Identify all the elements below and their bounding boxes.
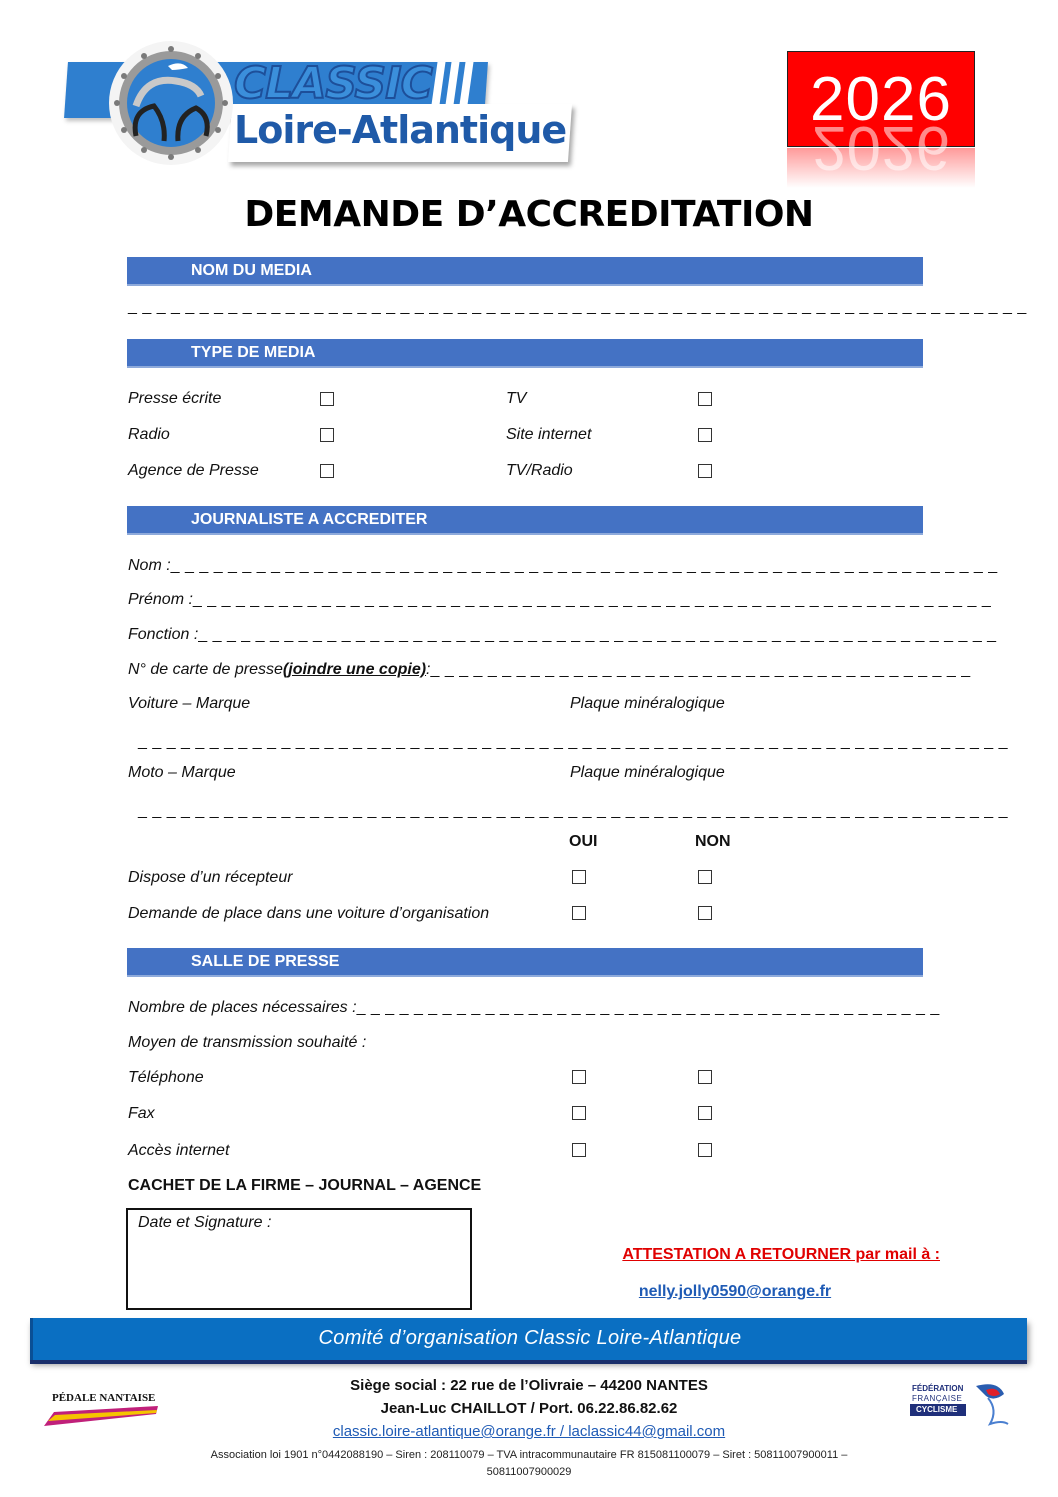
carte-presse-note: (joindre une copie) — [282, 661, 427, 678]
footer-banner-text: Comité d’organisation Classic Loire-Atlantique — [318, 1327, 742, 1349]
logo-text-loire-atlantique: Loire-Atlantique — [234, 108, 567, 152]
prenom-row — [128, 591, 992, 609]
footer-legal-line: Association loi 1901 n°0442088190 – Siren : 208110079 – TVA intracommunautaire FR 815081100079 – Siret : 50811007900011 – — [210, 1449, 848, 1461]
ffc-text-cyclisme: CYCLISME — [910, 1404, 966, 1416]
column-non: NON — [695, 833, 731, 850]
checkbox-acces-internet-oui[interactable] — [572, 1143, 586, 1157]
fonction-row — [128, 626, 997, 644]
checkbox-radio[interactable] — [320, 428, 334, 442]
checkbox-voiture-organisation-non[interactable] — [698, 906, 712, 920]
prenom-label: Prénom : — [128, 591, 193, 608]
places-field[interactable]: _ _ _ _ _ _ _ _ _ _ _ _ _ _ _ _ _ _ _ _ _ _ _ _ _ _ _ _ _ _ _ _ _ _ _ _ _ _ _ _ _ — [356, 999, 940, 1016]
media-type-label: Presse écrite — [128, 390, 222, 407]
section-media-name — [127, 257, 923, 286]
footer-legal-line: 50811007900029 — [486, 1466, 572, 1478]
nom-row — [128, 557, 998, 575]
attestation-notice: ATTESTATION A RETOURNER par mail à : — [622, 1246, 940, 1263]
places-label: Nombre de places nécessaires : — [128, 999, 357, 1016]
checkbox-tv-radio[interactable] — [698, 464, 712, 478]
section-title: SALLE DE PRESSE — [191, 953, 340, 970]
checkbox-acces-internet-non[interactable] — [698, 1143, 712, 1157]
section-press-room — [127, 948, 923, 977]
section-media-type — [127, 339, 923, 368]
transmission-option-label: Fax — [128, 1105, 155, 1122]
logo-stripes — [434, 62, 470, 112]
pedale-nantaise-text: PÉDALE NANTAISE — [52, 1392, 156, 1404]
checkbox-recepteur-non[interactable] — [698, 870, 712, 884]
carte-presse-label: N° de carte de presse — [128, 661, 283, 678]
footer-contact: Jean-Luc CHAILLOT / Port. 06.22.86.82.62 — [380, 1400, 678, 1417]
transmission-option-label: Téléphone — [128, 1069, 204, 1086]
checkbox-telephone-non[interactable] — [698, 1070, 712, 1084]
ffc-swoosh-icon — [968, 1380, 1018, 1430]
checkbox-recepteur-oui[interactable] — [572, 870, 586, 884]
fonction-field[interactable]: _ _ _ _ _ _ _ _ _ _ _ _ _ _ _ _ _ _ _ _ _ _ _ _ _ _ _ _ _ _ _ _ _ _ _ _ _ _ _ _ _ _ _ _ _ _ _ _ _ _ _ _ _ _ _ _ — [198, 626, 997, 643]
media-name-field[interactable]: _ _ _ _ _ _ _ _ _ _ _ _ _ _ _ _ _ _ _ _ _ _ _ _ _ _ _ _ _ _ _ _ _ _ _ _ _ _ _ _ _ _ _ _ _ _ _ _ _ _ _ _ _ _ _ _ _ _ _ _ _ _ _ — [128, 298, 1027, 315]
checkbox-tv[interactable] — [698, 392, 712, 406]
footer-emails-link[interactable]: classic.loire-atlantique@orange.fr / laclassic44@gmail.com — [332, 1423, 726, 1440]
moto-marque-label: Moto – Marque — [128, 764, 236, 781]
return-email-link[interactable]: nelly.jolly0590@orange.fr — [638, 1283, 832, 1300]
voiture-field[interactable]: _ _ _ _ _ _ _ _ _ _ _ _ _ _ _ _ _ _ _ _ _ _ _ _ _ _ _ _ _ _ _ _ _ _ _ _ _ _ _ _ _ _ _ _ _ _ _ _ _ _ _ _ _ _ _ _ _ _ _ _ _ — [138, 733, 1009, 750]
classic-loire-atlantique-logo — [62, 36, 582, 171]
checkbox-agence-de-presse[interactable] — [320, 464, 334, 478]
footer-address: Siège social : 22 rue de l’Olivraie – 44200 NANTES — [350, 1377, 708, 1394]
carte-presse-field[interactable]: _ _ _ _ _ _ _ _ _ _ _ _ _ _ _ _ _ _ _ _ _ _ _ _ _ _ _ _ _ _ _ _ _ _ _ _ _ _ — [430, 661, 971, 678]
question-label: Dispose d’un récepteur — [128, 869, 293, 886]
checkbox-fax-oui[interactable] — [572, 1106, 586, 1120]
checkbox-fax-non[interactable] — [698, 1106, 712, 1120]
checkbox-voiture-organisation-oui[interactable] — [572, 906, 586, 920]
media-type-label: Site internet — [506, 426, 592, 443]
section-journalist — [127, 506, 923, 535]
nom-label: Nom : — [128, 557, 171, 574]
year-reflection-text: 2026 — [812, 113, 950, 182]
column-oui: OUI — [569, 833, 598, 850]
prenom-field[interactable]: _ _ _ _ _ _ _ _ _ _ _ _ _ _ _ _ _ _ _ _ _ _ _ _ _ _ _ _ _ _ _ _ _ _ _ _ _ _ _ _ _ _ _ _ _ _ _ _ _ _ _ _ _ _ _ _ — [192, 591, 992, 608]
places-row — [128, 999, 940, 1017]
moto-plaque-label: Plaque minéralogique — [570, 764, 725, 781]
voiture-plaque-label: Plaque minéralogique — [570, 695, 725, 712]
stamp-heading: CACHET DE LA FIRME – JOURNAL – AGENCE — [128, 1177, 482, 1194]
fonction-label: Fonction : — [128, 626, 199, 643]
question-label: Demande de place dans une voiture d’organisation — [128, 905, 490, 922]
media-type-label: Radio — [128, 426, 170, 443]
media-type-label: TV/Radio — [506, 462, 573, 479]
carte-presse-row — [128, 661, 971, 679]
year-badge-reflection — [787, 113, 975, 188]
moto-field[interactable]: _ _ _ _ _ _ _ _ _ _ _ _ _ _ _ _ _ _ _ _ _ _ _ _ _ _ _ _ _ _ _ _ _ _ _ _ _ _ _ _ _ _ _ _ _ _ _ _ _ _ _ _ _ _ _ _ _ _ _ _ _ — [138, 802, 1009, 819]
page-title: DEMANDE D’ACCREDITATION — [244, 194, 814, 235]
year-text: 2026 — [810, 64, 952, 134]
section-title: NOM DU MEDIA — [191, 262, 312, 279]
checkbox-telephone-oui[interactable] — [572, 1070, 586, 1084]
carte-presse-colon: : — [426, 661, 431, 678]
ffc-text-federation: FÉDÉRATION — [912, 1384, 964, 1393]
checkbox-presse-ecrite[interactable] — [320, 392, 334, 406]
footer-banner — [30, 1318, 1027, 1360]
bicycle-chainring-icon — [106, 36, 236, 166]
logo-text-classic: CLASSIC — [234, 58, 432, 109]
media-type-label: Agence de Presse — [128, 462, 259, 479]
checkbox-site-internet[interactable] — [698, 428, 712, 442]
ffc-logo — [908, 1380, 1018, 1430]
signature-box[interactable] — [126, 1208, 472, 1310]
media-type-label: TV — [506, 390, 527, 407]
nom-field[interactable]: _ _ _ _ _ _ _ _ _ _ _ _ _ _ _ _ _ _ _ _ _ _ _ _ _ _ _ _ _ _ _ _ _ _ _ _ _ _ _ _ _ _ _ _ _ _ _ _ _ _ _ _ _ _ _ _ _ _ — [170, 557, 998, 574]
transmission-option-label: Accès internet — [128, 1142, 230, 1159]
ffc-text-francaise: FRANÇAISE — [912, 1394, 963, 1403]
transmission-label: Moyen de transmission souhaité : — [128, 1034, 367, 1051]
signature-label: Date et Signature : — [138, 1214, 272, 1231]
section-title: JOURNALISTE A ACCREDITER — [191, 511, 428, 528]
section-title: TYPE DE MEDIA — [191, 344, 316, 361]
pedale-nantaise-logo — [40, 1390, 165, 1430]
voiture-marque-label: Voiture – Marque — [128, 695, 251, 712]
